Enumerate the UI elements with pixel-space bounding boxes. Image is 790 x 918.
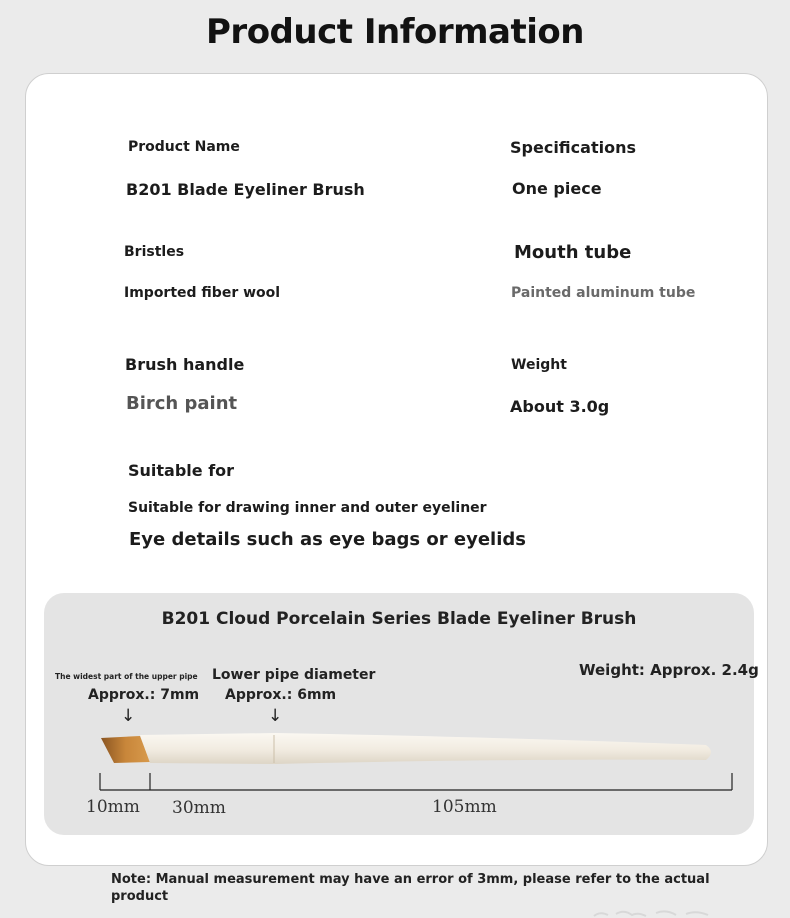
suitable-for-line-2: Eye details such as eye bags or eyelids	[129, 529, 526, 550]
diagram-title: B201 Cloud Porcelain Series Blade Eyeliner Brush	[161, 609, 637, 629]
lower-pipe-arrow-icon: ↓	[268, 706, 283, 726]
lower-pipe-label: Lower pipe diameter	[212, 667, 376, 683]
specifications-label: Specifications	[510, 138, 636, 157]
measurement-ferrule: 30mm	[172, 798, 226, 818]
upper-pipe-value: Approx.: 7mm	[88, 687, 200, 703]
brush-ferrule	[140, 733, 276, 764]
product-name-label: Product Name	[128, 139, 240, 155]
mouth-tube-value: Painted aluminum tube	[511, 285, 696, 301]
suitable-for-label: Suitable for	[128, 461, 235, 480]
measurement-bristle: 10mm	[86, 797, 140, 817]
bottom-watermark-fragment	[590, 907, 720, 918]
weight-value: About 3.0g	[510, 397, 610, 416]
brush-handle	[276, 733, 711, 764]
bristles-label: Bristles	[124, 244, 185, 260]
lower-pipe-value: Approx.: 6mm	[225, 687, 337, 703]
brush-handle-label: Brush handle	[125, 355, 245, 374]
measurement-note: Note: Manual measurement may have an error of 3mm, please refer to the actual product	[111, 872, 710, 904]
specifications-value: One piece	[512, 179, 602, 198]
product-name-value: B201 Blade Eyeliner Brush	[126, 180, 365, 199]
suitable-for-line-1: Suitable for drawing inner and outer eyeliner	[128, 500, 487, 516]
upper-pipe-note: The widest part of the upper pipe	[55, 672, 198, 681]
weight-label: Weight	[511, 357, 567, 373]
diagram-weight: Weight: Approx. 2.4g	[579, 661, 759, 679]
brush-illustration	[44, 593, 754, 835]
brush-diagram-panel	[44, 593, 759, 835]
upper-pipe-arrow-icon: ↓	[121, 706, 136, 726]
measurement-handle: 105mm	[432, 797, 497, 817]
mouth-tube-label: Mouth tube	[514, 242, 632, 263]
page-title: Product Information	[206, 12, 584, 52]
bristles-value: Imported fiber wool	[124, 285, 281, 301]
brush-handle-value: Birch paint	[126, 393, 238, 414]
